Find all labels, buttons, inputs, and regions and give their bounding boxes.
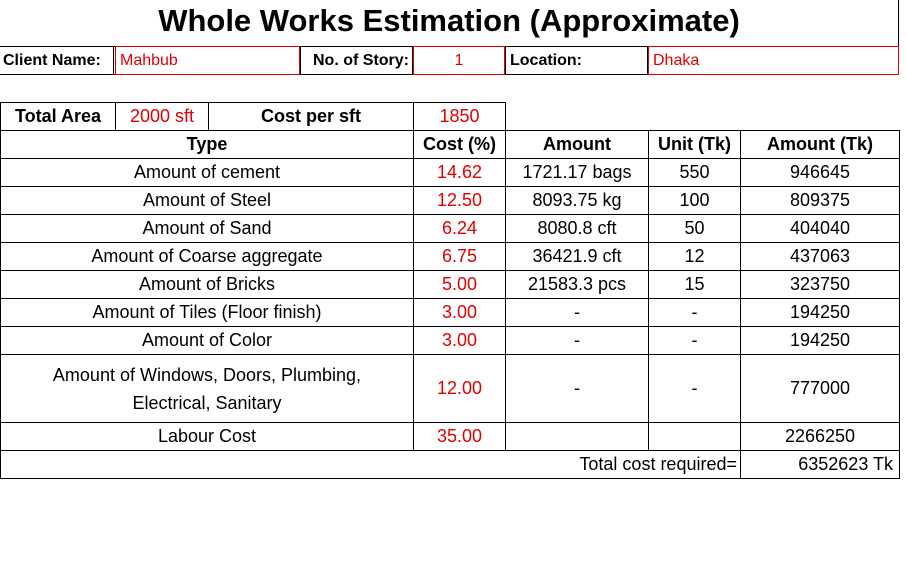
type-cell: Amount of Coarse aggregate	[1, 243, 414, 271]
unit-cell: 550	[649, 159, 741, 187]
location-value[interactable]: Dhaka	[648, 46, 899, 75]
story-value[interactable]: 1	[413, 46, 505, 75]
area-row	[0, 102, 506, 131]
amount-tk-cell: 323750	[741, 271, 900, 299]
cost-per-sft-value[interactable]: 1850	[413, 102, 506, 131]
total-area-label: Total Area	[0, 102, 116, 131]
type-cell: Amount of cement	[1, 159, 414, 187]
total-label: Total cost required=	[1, 451, 741, 479]
amount-cell: -	[506, 299, 649, 327]
story-label: No. of Story:	[300, 46, 413, 75]
amount-cell: -	[506, 355, 649, 423]
unit-cell: 15	[649, 271, 741, 299]
total-area-value[interactable]: 2000 sft	[115, 102, 209, 131]
col-header-amount: Amount	[506, 131, 649, 159]
amount-tk-cell: 946645	[741, 159, 900, 187]
type-cell: Amount of Tiles (Floor finish)	[1, 299, 414, 327]
amount-tk-cell: 777000	[741, 355, 900, 423]
table-row	[1, 271, 900, 299]
amount-cell: -	[506, 327, 649, 355]
amount-tk-cell: 2266250	[741, 423, 900, 451]
unit-cell: 100	[649, 187, 741, 215]
pct-cell[interactable]: 14.62	[414, 159, 506, 187]
amount-cell: 21583.3 pcs	[506, 271, 649, 299]
type-cell: Amount of Color	[1, 327, 414, 355]
table-row	[1, 243, 900, 271]
unit-cell: -	[649, 355, 741, 423]
unit-cell: -	[649, 299, 741, 327]
table-header-row	[1, 131, 900, 159]
unit-cell: -	[649, 327, 741, 355]
col-header-type: Type	[1, 131, 414, 159]
table-row	[1, 355, 900, 423]
table-row	[1, 187, 900, 215]
col-header-unit: Unit (Tk)	[649, 131, 741, 159]
table-row	[1, 327, 900, 355]
amount-cell: 36421.9 cft	[506, 243, 649, 271]
unit-cell	[649, 423, 741, 451]
estimation-table	[0, 130, 900, 479]
type-cell: Amount of Windows, Doors, Plumbing, Electrical, Sanitary	[1, 355, 414, 423]
type-cell: Amount of Steel	[1, 187, 414, 215]
amount-tk-cell: 194250	[741, 299, 900, 327]
total-value: 6352623 Tk	[741, 451, 900, 479]
pct-cell[interactable]: 5.00	[414, 271, 506, 299]
client-name-label: Client Name:	[0, 47, 114, 74]
col-header-amount-tk: Amount (Tk)	[741, 131, 900, 159]
amount-cell	[506, 423, 649, 451]
amount-cell: 8093.75 kg	[506, 187, 649, 215]
location-label: Location:	[505, 46, 648, 75]
table-row	[1, 215, 900, 243]
info-row	[0, 46, 899, 75]
table-row	[1, 423, 900, 451]
pct-cell[interactable]: 6.75	[414, 243, 506, 271]
table-row	[1, 159, 900, 187]
pct-cell[interactable]: 12.50	[414, 187, 506, 215]
type-cell: Labour Cost	[1, 423, 414, 451]
pct-cell[interactable]: 6.24	[414, 215, 506, 243]
col-header-cost-pct: Cost (%)	[414, 131, 506, 159]
pct-cell[interactable]: 3.00	[414, 299, 506, 327]
cost-per-sft-label: Cost per sft	[208, 102, 414, 131]
amount-tk-cell: 809375	[741, 187, 900, 215]
unit-cell: 50	[649, 215, 741, 243]
pct-cell[interactable]: 3.00	[414, 327, 506, 355]
page-title: Whole Works Estimation (Approximate)	[0, 0, 899, 46]
table-row	[1, 299, 900, 327]
type-cell: Amount of Bricks	[1, 271, 414, 299]
amount-tk-cell: 437063	[741, 243, 900, 271]
pct-cell[interactable]: 35.00	[414, 423, 506, 451]
amount-tk-cell: 194250	[741, 327, 900, 355]
unit-cell: 12	[649, 243, 741, 271]
amount-cell: 8080.8 cft	[506, 215, 649, 243]
total-row	[1, 451, 900, 479]
amount-tk-cell: 404040	[741, 215, 900, 243]
client-name-value[interactable]: Mahbub	[115, 46, 300, 75]
pct-cell[interactable]: 12.00	[414, 355, 506, 423]
type-cell: Amount of Sand	[1, 215, 414, 243]
amount-cell: 1721.17 bags	[506, 159, 649, 187]
